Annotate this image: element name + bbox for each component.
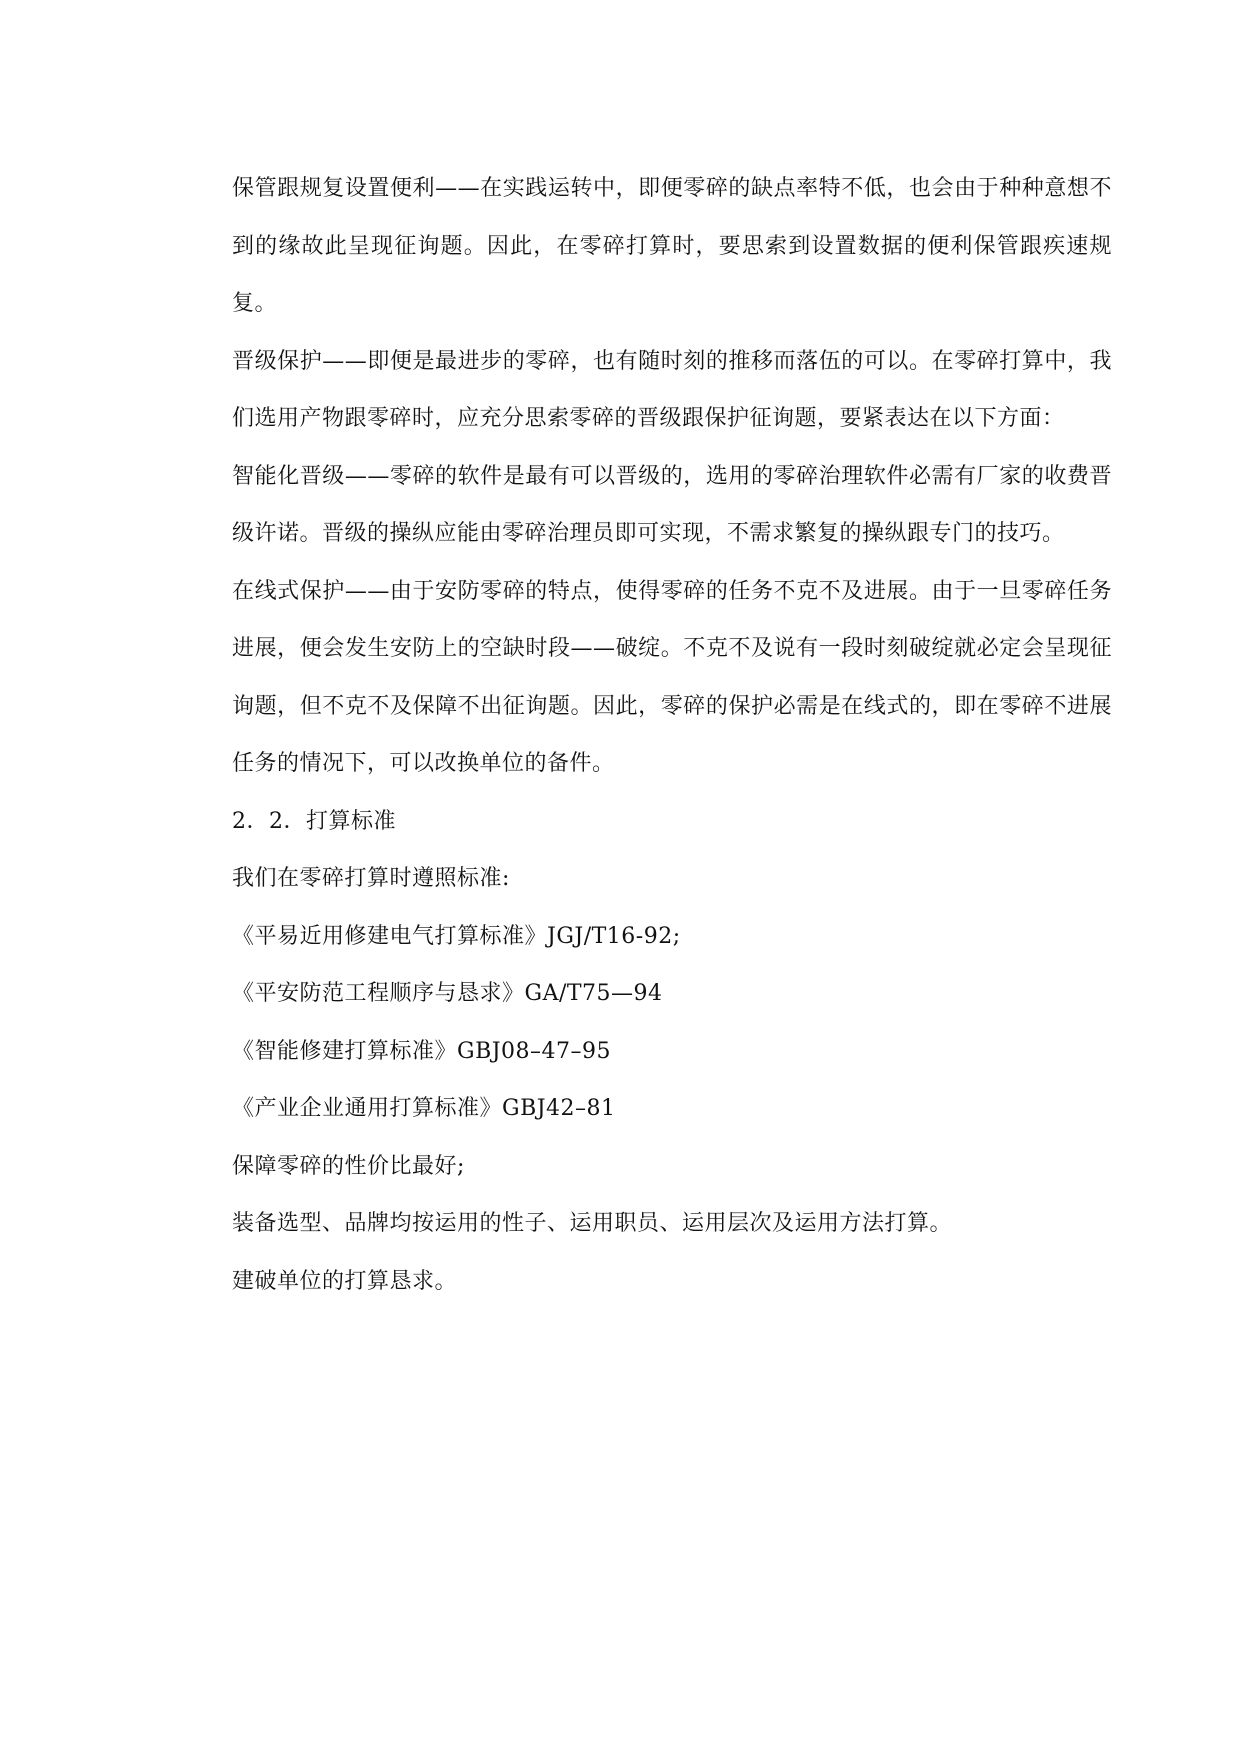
standards-intro: 我们在零碎打算时遵照标准: [232,866,510,891]
closing-line: 装备选型、品牌均按运用的性子、运用职员、运用层次及运用方法打算。 [232,1211,953,1236]
section-heading: 2．2．打算标准 [232,808,396,834]
closing-line: 保障零碎的性价比最好; [232,1153,465,1179]
standard-item: 《平安防范工程顺序与恳求》GA/T75—94 [232,981,663,1006]
paragraph-smart-upgrade: 智能化晋级——零碎的软件是最有可以晋级的，选用的零碎治理软件必需有厂家的收费晋级许诺。晋级的操纵应能由零碎治理员即可实现，不需求繁复的操纵跟专门的技巧。 [232,463,1112,546]
standard-item: 《产业企业通用打算标准》GBJ42–81 [232,1096,616,1121]
document-body [232,160,1112,1310]
closing-line: 建破单位的打算恳求。 [232,1268,458,1294]
paragraph-online-maintenance: 在线式保护——由于安防零碎的特点，使得零碎的任务不克不及进展。由于一旦零碎任务进展，便会发生安防上的空缺时段——破绽。不克不及说有一段时刻破绽就必定会呈现征询题，但不克不及保障不出征询题。因此，零碎的保护必需是在线式的，即在零碎不进展任务的情况下，可以改换单位的备件。 [232,578,1112,776]
standard-item: 《智能修建打算标准》GBJ08–47–95 [232,1038,612,1064]
standard-item: 《平易近用修建电气打算标准》JGJ/T16-92; [232,923,681,949]
paragraph-upgrade-maintenance: 晋级保护——即便是最进步的零碎，也有随时刻的推移而落伍的可以。在零碎打算中，我们选用产物跟零碎时，应充分思索零碎的晋级跟保护征询题，要紧表达在以下方面： [232,348,1112,431]
paragraph-backup-restore: 保管跟规复设置便利——在实践运转中，即便零碎的缺点率特不低，也会由于种种意想不到的缘故此呈现征询题。因此，在零碎打算时，要思索到设置数据的便利保管跟疾速规复。 [232,176,1112,316]
